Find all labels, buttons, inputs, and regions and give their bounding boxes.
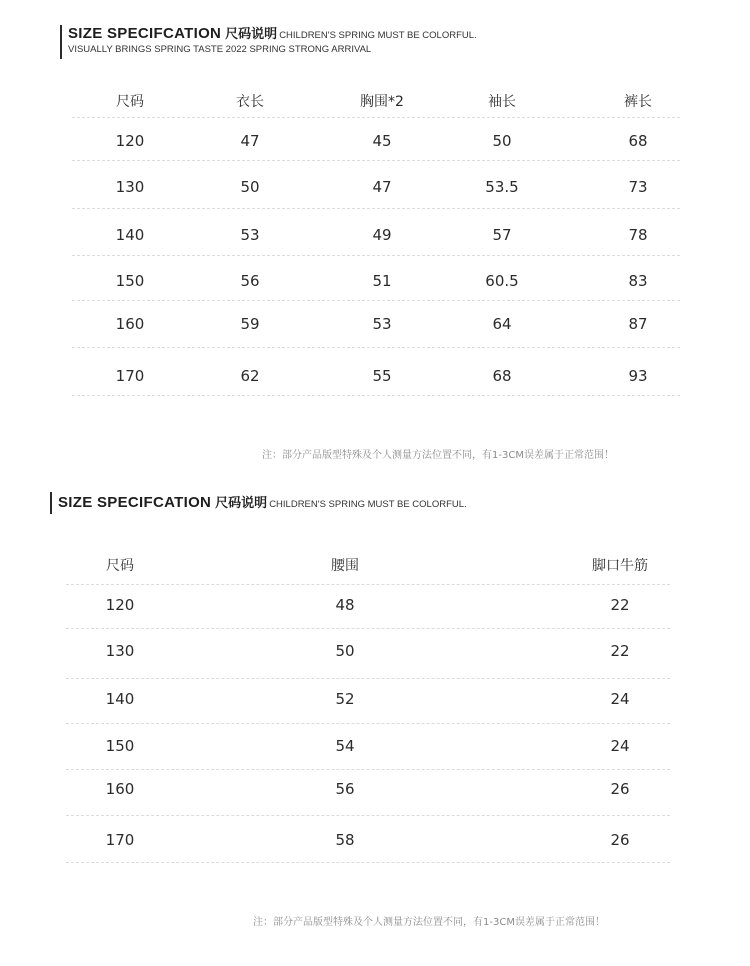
table-cell: 57 (492, 226, 512, 244)
title-en: SIZE SPECIFCATION (58, 494, 212, 511)
table-cell: 59 (240, 315, 260, 333)
table-cell: 47 (372, 178, 392, 196)
title-cn: 尺码说明 (225, 27, 278, 42)
row-divider (66, 723, 670, 724)
row-divider (72, 300, 680, 301)
table-cell: 60.5 (485, 272, 519, 290)
row-divider (72, 395, 680, 396)
table-cell: 26 (610, 780, 630, 798)
title-en: SIZE SPECIFCATION (68, 25, 222, 42)
table-cell: 54 (335, 737, 355, 755)
table-cell: 22 (610, 642, 630, 660)
table-cell: 50 (240, 178, 260, 196)
subtitle: CHILDREN'S SPRING MUST BE COLORFUL. (269, 499, 467, 510)
title-cn: 尺码说明 (215, 496, 268, 511)
row-divider (66, 769, 670, 770)
table-cell: 51 (372, 272, 392, 290)
column-header: 胸围*2 (360, 94, 404, 110)
row-divider (72, 160, 680, 161)
column-header: 尺码 (106, 558, 134, 574)
table-cell: 55 (372, 367, 392, 385)
row-divider (72, 117, 680, 118)
column-header: 衣长 (236, 94, 264, 110)
table-cell: 120 (115, 132, 145, 150)
table-cell: 68 (628, 132, 648, 150)
table-cell: 62 (240, 367, 260, 385)
size-header-2 (50, 492, 467, 514)
table-cell: 68 (492, 367, 512, 385)
column-header: 尺码 (116, 94, 144, 110)
table-cell: 53 (372, 315, 392, 333)
table-cell: 93 (628, 367, 648, 385)
table-note: 注：部分产品版型特殊及个人测量方法位置不同，有1-3CM误差属于正常范围！ (262, 450, 614, 461)
table-cell: 24 (610, 690, 630, 708)
size-header-1 (60, 25, 477, 59)
table-cell: 22 (610, 596, 630, 614)
table-cell: 48 (335, 596, 355, 614)
table-note: 注：部分产品版型特殊及个人测量方法位置不同，有1-3CM误差属于正常范围！ (253, 917, 605, 928)
table-cell: 140 (115, 226, 145, 244)
table-cell: 150 (105, 737, 135, 755)
table-cell: 140 (105, 690, 135, 708)
table-cell: 53 (240, 226, 260, 244)
table-cell: 170 (115, 367, 145, 385)
table-cell: 47 (240, 132, 260, 150)
column-header: 脚口牛筋 (592, 558, 648, 574)
subtitle: CHILDREN'S SPRING MUST BE COLORFUL. (279, 30, 477, 41)
table-cell: 170 (105, 831, 135, 849)
row-divider (72, 347, 680, 348)
table-cell: 73 (628, 178, 648, 196)
table-cell: 78 (628, 226, 648, 244)
table-cell: 50 (335, 642, 355, 660)
table-cell: 49 (372, 226, 392, 244)
row-divider (66, 628, 670, 629)
row-divider (72, 208, 680, 209)
row-divider (66, 584, 670, 585)
table-cell: 64 (492, 315, 512, 333)
row-divider (72, 255, 680, 256)
table-cell: 120 (105, 596, 135, 614)
table-cell: 160 (105, 780, 135, 798)
table-cell: 56 (335, 780, 355, 798)
table-cell: 26 (610, 831, 630, 849)
subtitle-line-2: VISUALLY BRINGS SPRING TASTE 2022 SPRING STRONG ARRIVAL (68, 44, 372, 55)
header-accent-bar (60, 25, 62, 59)
column-header: 袖长 (488, 94, 516, 110)
table-cell: 45 (372, 132, 392, 150)
table-cell: 53.5 (485, 178, 519, 196)
column-header: 腰围 (331, 558, 359, 574)
table-cell: 50 (492, 132, 512, 150)
table-cell: 150 (115, 272, 145, 290)
table-cell: 83 (628, 272, 648, 290)
column-header: 裤长 (624, 94, 652, 110)
table-cell: 130 (105, 642, 135, 660)
row-divider (66, 862, 670, 863)
row-divider (66, 815, 670, 816)
table-cell: 58 (335, 831, 355, 849)
header-accent-bar (50, 492, 52, 514)
table-cell: 160 (115, 315, 145, 333)
table-cell: 87 (628, 315, 648, 333)
row-divider (66, 678, 670, 679)
table-cell: 56 (240, 272, 260, 290)
table-cell: 130 (115, 178, 145, 196)
table-cell: 24 (610, 737, 630, 755)
table-cell: 52 (335, 690, 355, 708)
